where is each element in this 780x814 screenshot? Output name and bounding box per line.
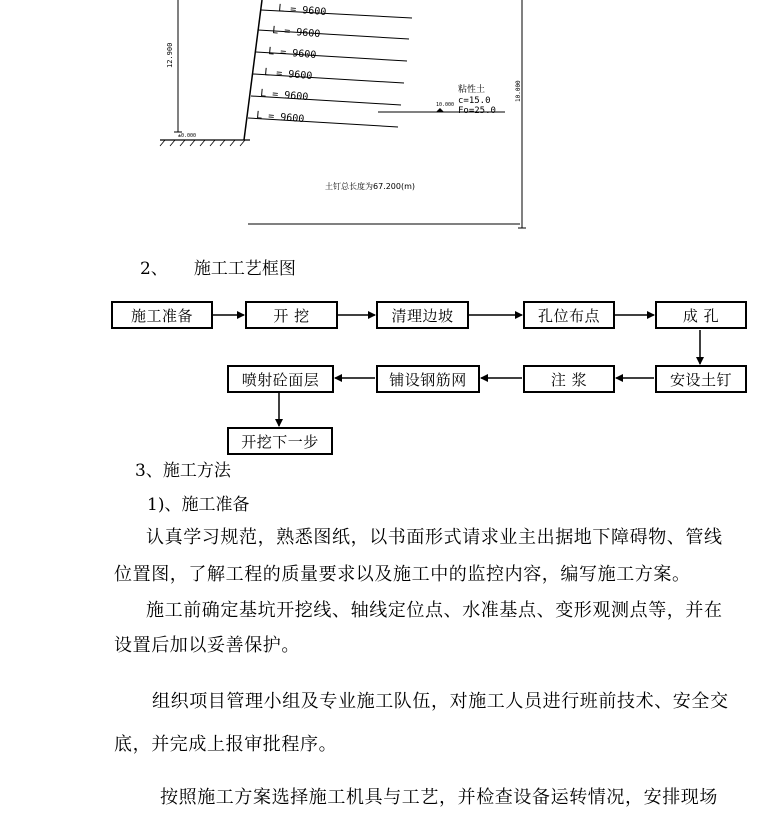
base-elevation-mark: ±0.000 [178,133,197,139]
flow-step-hole-layout: 孔位布点 [523,301,615,329]
subsection-1-heading: 1)、施工准备 [147,495,250,515]
paragraph-1-line-2: 位置图，了解工程的质量要求以及施工中的监控内容，编写施工方案。 [114,564,691,585]
nail-label-1: L = 9600 [277,3,327,19]
nail-label-2: L = 9600 [271,25,321,41]
nail-label-4: L = 9600 [263,67,313,83]
flow-step-prepare: 施工准备 [111,301,213,329]
left-dimension-label: 12.900 [166,42,174,68]
paragraph-3-line-2: 底，并完成上报审批程序。 [114,734,338,755]
nail-label-6: L = 9600 [255,110,305,126]
flow-step-install-nail: 安设土钉 [655,365,747,393]
drawing-caption: 土钉总长度为67.200(m) [325,182,416,191]
nail-label-5: L = 9600 [259,88,309,104]
soil-friction-label: Fo=25.0 [458,106,496,116]
soil-type-label: 粘性土 [458,85,486,95]
soil-nail-section-drawing [0,0,780,232]
level-marker [436,108,444,112]
flow-step-excavate: 开 挖 [245,301,338,329]
section-3-heading: 3、施工方法 [135,461,231,481]
flow-step-clean-slope: 清理边坡 [376,301,469,329]
right-dimension-label: 10.000 [515,80,522,102]
paragraph-4-line-1: 按照施工方案选择施工机具与工艺，并检查设备运转情况，安排现场 [160,787,718,808]
section-2-title: 施工工艺框图 [193,259,296,279]
paragraph-2-line-2: 设置后加以妥善保护。 [114,635,300,656]
section-2-heading [140,254,296,279]
flow-step-grouting: 注 浆 [523,365,615,393]
process-flowchart [0,290,780,465]
flow-step-lay-mesh: 铺设钢筋网 [376,365,480,393]
paragraph-2-line-1: 施工前确定基坑开挖线、轴线定位点、水准基点、变形观测点等，并在 [146,600,723,621]
level-elevation: 10.000 [436,102,455,108]
nail-length-labels [256,3,327,125]
flow-step-shotcrete: 喷射砼面层 [227,365,334,393]
soil-cohesion-label: c=15.0 [458,96,491,106]
flow-step-drill-hole: 成 孔 [655,301,747,329]
paragraph-3-line-1: 组织项目管理小组及专业施工队伍，对施工人员进行班前技术、安全交 [152,691,729,712]
nail-label-3: L = 9600 [267,46,317,62]
section-2-number: 2、 [140,259,168,279]
base-hatching [160,140,245,146]
flow-step-next-excavation: 开挖下一步 [227,427,333,455]
paragraph-1-line-1: 认真学习规范，熟悉图纸，以书面形式请求业主出据地下障碍物、管线 [146,527,723,548]
